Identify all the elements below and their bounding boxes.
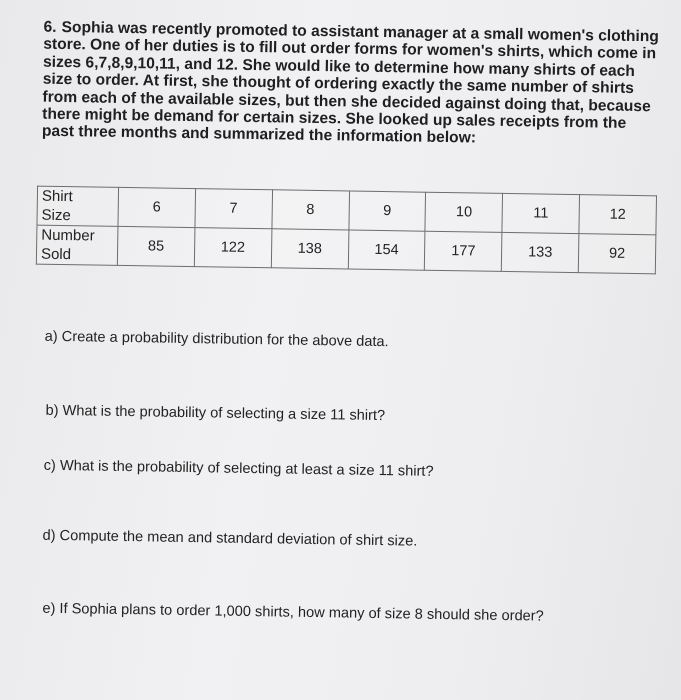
sold-cell: 122 [194,228,271,268]
sales-table [36,186,657,275]
sold-cell: 154 [348,230,425,270]
sold-cell: 92 [578,234,656,274]
problem-text: Sophia was recently promoted to assistant manager at a small women's clothing store. One of her duties is to fill out order forms for women's shirts, which come in sizes 6,7,8,9,10,11, and 12. She would like to determine how many shirts of each size to order. At first, she thought of ordering exactly the same number of shirts from each of the available sizes, but then she decided against doing that, because there might be demand for certain sizes. She looked up sales receipts from the past three months and summarized the information below: [41,18,659,147]
size-cell: 10 [425,192,502,232]
problem-number: 6. [43,18,57,36]
size-cell: 9 [348,191,425,231]
size-cell: 7 [195,189,272,229]
size-cell: 11 [502,193,579,233]
question-b: b) What is the probability of selecting a size 11 shirt? [45,402,386,425]
size-cell: 8 [272,190,349,230]
problem-statement [42,19,662,151]
size-cell: 12 [579,195,657,235]
size-cell: 6 [118,187,195,227]
row-header-number-sold [36,225,118,265]
header-line: Sold [40,245,72,264]
table-row-number-sold [36,225,656,274]
header-line: Number [41,226,95,245]
question-e: e) If Sophia plans to order 1,000 shirts, how many of size 8 should she order? [42,600,544,625]
sold-cell: 138 [271,229,348,269]
sold-cell: 85 [117,226,194,266]
sold-cell: 133 [502,232,579,272]
sold-cell: 177 [425,231,502,271]
question-d: d) Compute the mean and standard deviation of shirt size. [42,527,418,550]
header-line: Shirt [41,187,73,206]
question-a: a) Create a probability distribution for the above data. [44,328,389,351]
row-header-shirt-size [37,186,119,226]
header-line: Size [41,206,71,225]
question-c: c) What is the probability of selecting at least a size 11 shirt? [43,457,434,480]
